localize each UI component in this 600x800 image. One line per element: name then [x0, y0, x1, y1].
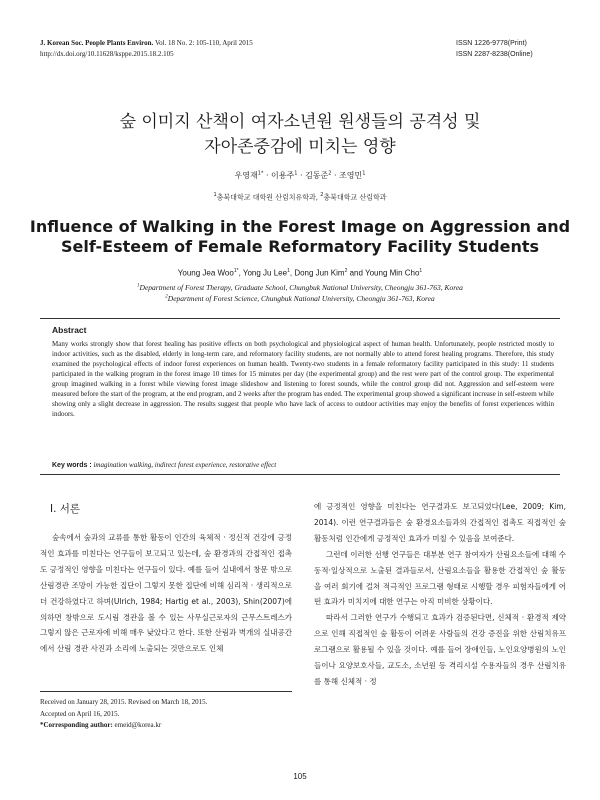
issn-block	[456, 38, 533, 60]
body-column-left	[40, 530, 292, 657]
page-number: 105	[293, 772, 307, 781]
journal-header	[40, 38, 253, 60]
abstract-heading: Abstract	[52, 325, 87, 335]
korean-title-line1: 숲 이미지 산책이 여자소년원 원생들의 공격성 및	[119, 112, 481, 132]
english-affiliation-2	[0, 294, 600, 303]
issn-print: ISSN 1226-9778(Print)	[456, 40, 527, 47]
affil-sup: 1	[213, 192, 217, 198]
body-paragraph: 그런데 이러한 선행 연구들은 대부분 연구 참여자가 산림요소들에 대해 수동적·일상적으로 노출된 결과들로서, 산림요소들을 활용한 간접적인 숲 활동을 여러 회기에 걸쳐 적극적인 프로그램 형태로 시행할 경우 피험자들에게 어떤 효과가 미치지에 대한 연구는 아직 미비한 상황이다.	[314, 549, 566, 607]
author-sup: 1	[419, 268, 423, 274]
korean-affiliation	[0, 192, 600, 202]
journal-name: J. Korean Soc. People Plants Environ.	[40, 39, 154, 47]
author-name: Young Jea Woo	[177, 268, 234, 278]
author-separator: ·	[263, 171, 272, 180]
author-sup: 2	[328, 170, 332, 177]
korean-title-line2: 자아존중감에 미치는 영향	[204, 137, 396, 157]
author-name: Dong Jun Kim	[294, 268, 345, 278]
affil-text: 충북대학교 대학원 산림치유학과,	[216, 193, 321, 202]
abstract-box	[40, 318, 560, 475]
author-separator: ·	[331, 171, 340, 180]
author-name: Yong Ju Lee	[242, 268, 288, 278]
issn-online: ISSN 2287-8238(Online)	[456, 51, 533, 58]
author-separator: ,	[289, 268, 295, 278]
english-affiliation-1	[0, 283, 600, 292]
author-sup: 1	[362, 170, 366, 177]
author-separator: ·	[297, 171, 306, 180]
affil-text: Department of Forest Therapy, Graduate School, Chungbuk National University, Cheongju 361-763, Korea	[139, 283, 463, 292]
affil-sup: 2	[165, 294, 168, 300]
english-authors	[0, 268, 600, 278]
author-sup: 2	[344, 268, 348, 274]
footnote	[40, 697, 300, 732]
corresponding-label: *Corresponding author:	[40, 721, 113, 729]
body-paragraph: 따라서 그러한 연구가 수행되고 효과가 검증된다면, 신체적 · 환경적 제약으로 인해 직접적인 숲 활동이 어려운 사람들의 건강 증진을 위한 산림치유프로그램으로 활용될 수 있을 것이다. 예를 들어 장애인들, 노인요양병원의 노인들이나 요양보호사들, 교도소, 소년원 등 격리시설 수용자들의 경우 산림치유를 통해 신체적 · 정	[314, 613, 566, 686]
abstract-text: Many works strongly show that forest healing has positive effects on both psychological and physiological aspect of human health. Unfortunately, people restricted mostly to indoor activities, such as the disabled, elderly in long-term care, and reformatory facility students, are not normally able to attend forest healing programs. Therefore, this study examined the psychological effects of indoor forest experiences on human health. Twenty-two students in a female reformatory facility participated in this study: 11 students participated in the walking program in the forest image 10 times for 15 minutes per day (the experimental group) and the rest were part of the control group. The experimental group imagined walking in a forest while viewing forest image slideshow and listening to forest sounds, while the control group did not. Aggression and self-esteem were measured before the start of the program, at the end program, and 2 weeks after the program has ended. The experimental group showed a significant increase in self-esteem while showing only a slight decrease in aggression. The results suggest that people who have lack of access to outdoor activities may enjoy the benefits of forest experiences within indoors.	[52, 340, 554, 418]
keywords-label: Key words :	[52, 462, 92, 469]
author-separator: ,	[238, 268, 243, 278]
author-name: 조영민	[339, 171, 363, 180]
journal-volume: Vol. 18 No. 2: 105-110, April 2015	[154, 39, 253, 47]
doi-link[interactable]: http://dx.doi.org/10.11628/ksppe.2015.18.2.105	[40, 50, 174, 58]
author-sup: 1	[294, 170, 298, 177]
author-sup: 1*	[233, 268, 239, 274]
author-name: 우영재	[234, 171, 258, 180]
english-title-line1: Influence of Walking in the Forest Image on Aggression and	[29, 217, 571, 236]
body-paragraph: 숲속에서 숲과의 교류를 통한 활동이 인간의 육체적 · 정신적 건강에 긍정적인 효과를 미친다는 연구들이 보고되고 있는데, 숲 환경과의 간접적인 접촉도 긍정적인 영향을 미친다는 연구들이 있다. 예를 들어 실내에서 창문 밖으로 산림경관 조망이 가능한 집단이 그렇지 못한 집단에 비해 심리적 · 생리적으로 더 건강하였다고 하며(Ulrich, 1984; Hartig et al., 2003), Shin(2007)에 의하면 창밖으로 도시림 경관을 볼 수 있는 사무실근로자의 근무스트레스가 그렇지 않은 근로자에 비해 매우 낮았다고 한다. 또한 산림과 벽개의 실내공간에서 산림 경관 사진과 소리에 노출되는 것만으로도 인체	[40, 533, 292, 654]
section-heading: Ⅰ. 서론	[50, 503, 81, 515]
keywords-list: imagination walking, indirect forest experience, restorative effect	[93, 461, 277, 469]
accepted-date: Accepted on April 16, 2015.	[40, 709, 120, 718]
author-name: 이용주	[271, 171, 295, 180]
corresponding-email[interactable]: emeid@korea.kr	[114, 721, 162, 729]
affil-sup: 2	[320, 192, 324, 198]
author-sup: 1*	[257, 170, 264, 177]
body-column-right	[314, 499, 566, 690]
keywords	[52, 461, 276, 469]
affil-text: Department of Forest Science, Chungbuk National University, Cheongju 361-763, Korea	[167, 294, 435, 303]
author-name: Young Min Cho	[365, 268, 420, 278]
received-date: Received on January 28, 2015. Revised on March 18, 2015.	[40, 698, 208, 706]
english-title-line2: Self-Esteem of Female Reformatory Facility Students	[60, 237, 540, 256]
footnote-divider	[40, 691, 292, 692]
affil-sup: 1	[137, 283, 140, 289]
body-paragraph: 에 긍정적인 영향을 미친다는 연구결과도 보고되었다(Lee, 2009; Kim, 2014). 이런 연구결과들은 숲 환경요소들과의 간접적인 접촉도 직접적인 숲 활동처럼 인간에게 긍정적인 효과가 미칠 수 있음을 보여준다.	[314, 502, 566, 543]
korean-authors	[0, 170, 600, 181]
affil-text: 충북대학교 산림학과	[323, 193, 387, 202]
author-sup: 1	[287, 268, 290, 274]
author-name: 김동준	[305, 171, 329, 180]
author-separator: and	[347, 268, 365, 278]
